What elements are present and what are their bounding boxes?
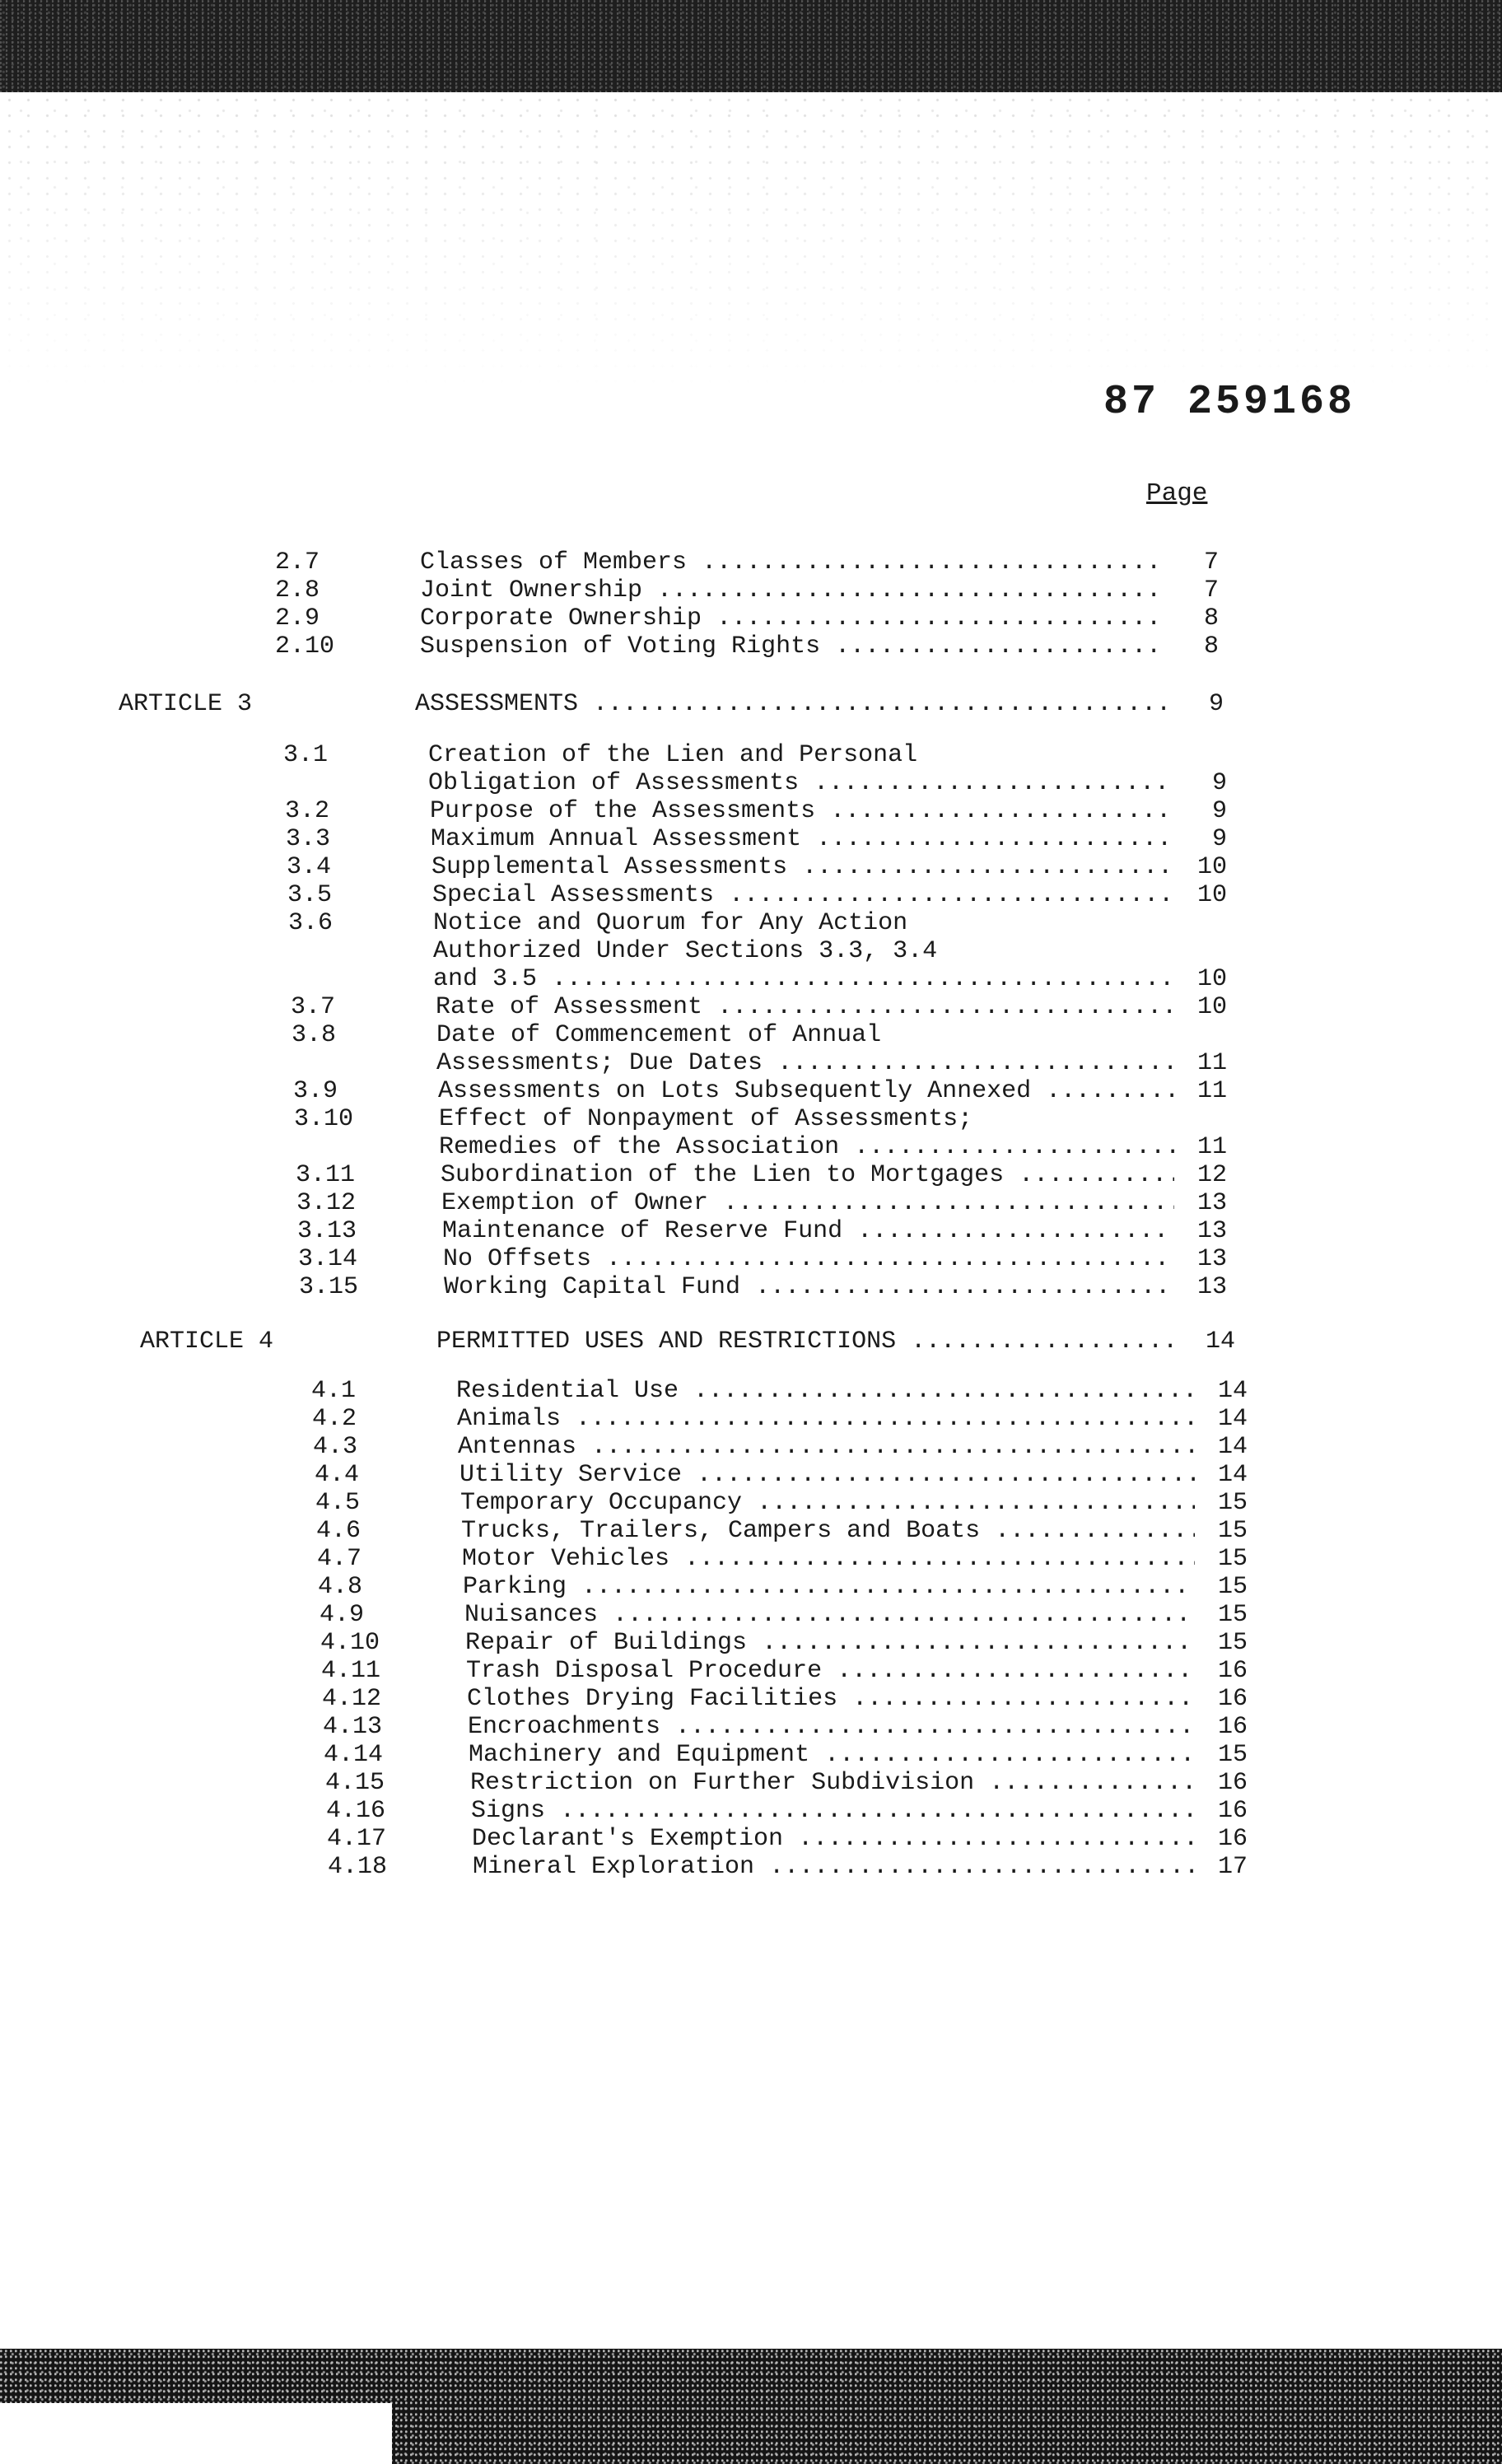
section-title: Parking ..... — [463, 1573, 1195, 1601]
toc-entry — [328, 1853, 1248, 1881]
scan-speckle — [0, 92, 1502, 389]
section-number: 3.15 — [299, 1273, 359, 1301]
article-page: 9 — [1208, 690, 1224, 718]
section-title: Machinery and Equipment ..... — [469, 1741, 1195, 1769]
section-title: Restriction on Further Subdivision ..... — [470, 1769, 1195, 1797]
section-title: Animals ..... — [457, 1405, 1195, 1433]
article-heading — [415, 690, 1224, 718]
section-number: 4.2 — [312, 1405, 357, 1433]
toc-entry — [296, 1161, 1227, 1189]
toc-entry-continuation — [436, 1049, 1227, 1077]
section-title-continued: Assessments; Due Dates ..... — [436, 1049, 1174, 1077]
section-title: Maximum Annual Assessment ..... — [431, 825, 1174, 853]
section-number: 4.4 — [315, 1461, 360, 1489]
toc-entry-continuation — [439, 1133, 1227, 1161]
toc-entry — [297, 1217, 1227, 1245]
toc-entry — [325, 1769, 1248, 1797]
section-title: Special Assessments ..... — [432, 881, 1174, 909]
section-page: 15 — [1217, 1573, 1248, 1601]
section-page: 16 — [1217, 1657, 1248, 1685]
section-title: Antennas ..... — [458, 1433, 1195, 1461]
section-number: 4.12 — [322, 1685, 382, 1713]
section-title: Assessments on Lots Subsequently Annexed ..... — [438, 1077, 1174, 1105]
section-page: 8 — [1203, 632, 1219, 660]
section-title: Joint Ownership ..... — [420, 576, 1166, 604]
section-page: 16 — [1217, 1713, 1248, 1741]
section-page: 9 — [1211, 825, 1227, 853]
section-title: Rate of Assessment ..... — [436, 993, 1174, 1021]
section-number: 3.11 — [296, 1161, 356, 1189]
section-page: 7 — [1203, 548, 1219, 576]
section-title: Temporary Occupancy ..... — [460, 1489, 1195, 1517]
section-number: 4.13 — [323, 1713, 383, 1741]
section-number: 3.9 — [293, 1077, 338, 1105]
section-title: Exemption of Owner ..... — [441, 1189, 1174, 1217]
section-title: Classes of Members ..... — [420, 548, 1166, 576]
toc-entry — [327, 1825, 1248, 1853]
toc-entry — [320, 1601, 1248, 1629]
section-page: 15 — [1217, 1489, 1248, 1517]
section-number: 3.2 — [285, 797, 330, 825]
toc-entry — [286, 825, 1227, 853]
toc-entry — [283, 741, 1227, 769]
toc-entry — [288, 909, 1227, 937]
section-number: 3.4 — [287, 853, 332, 881]
section-page: 14 — [1217, 1377, 1248, 1405]
section-number: 3.10 — [294, 1105, 354, 1133]
section-title: Encroachments ..... — [468, 1713, 1195, 1741]
section-title: Motor Vehicles ..... — [462, 1545, 1195, 1573]
toc-entry — [317, 1545, 1248, 1573]
section-page: 10 — [1196, 881, 1227, 909]
toc-entry — [275, 576, 1219, 604]
toc-entry — [316, 1517, 1248, 1545]
section-title: Repair of Buildings ..... — [465, 1629, 1195, 1657]
article-label: ARTICLE 3 — [119, 690, 253, 718]
toc-entry — [275, 604, 1219, 632]
section-title: Corporate Ownership ..... — [420, 604, 1166, 632]
toc-entry-continuation — [428, 769, 1227, 797]
section-number: 2.10 — [275, 632, 335, 660]
scan-white-tab — [0, 2403, 392, 2464]
toc-entry — [287, 881, 1227, 909]
toc-entry — [298, 1245, 1227, 1273]
toc-entry — [285, 797, 1227, 825]
scan-border-top — [0, 0, 1502, 92]
section-number: 3.5 — [287, 881, 333, 909]
toc-entry — [322, 1685, 1248, 1713]
section-number: 4.11 — [321, 1657, 381, 1685]
section-page: 9 — [1211, 797, 1227, 825]
section-title-continued: Authorized Under Sections 3.3, 3.4 — [433, 937, 938, 965]
section-number: 4.3 — [313, 1433, 358, 1461]
toc-entry — [294, 1105, 1227, 1133]
section-title: Suspension of Voting Rights ..... — [420, 632, 1166, 660]
toc-entry — [315, 1461, 1248, 1489]
toc-entry-continuation — [433, 965, 1227, 993]
section-number: 3.13 — [297, 1217, 357, 1245]
section-title: Trucks, Trailers, Campers and Boats ..... — [461, 1517, 1195, 1545]
section-page: 13 — [1196, 1273, 1227, 1301]
section-number: 4.8 — [318, 1573, 363, 1601]
document-number: 87 259168 — [1103, 379, 1356, 426]
section-page: 7 — [1203, 576, 1219, 604]
section-page: 11 — [1196, 1133, 1227, 1161]
section-number: 2.8 — [275, 576, 320, 604]
section-page: 15 — [1217, 1629, 1248, 1657]
section-page: 9 — [1211, 769, 1227, 797]
section-page: 13 — [1196, 1217, 1227, 1245]
section-number: 4.9 — [320, 1601, 365, 1629]
section-title: Mineral Exploration ..... — [473, 1853, 1195, 1881]
section-page: 13 — [1196, 1189, 1227, 1217]
section-page: 14 — [1217, 1405, 1248, 1433]
section-page: 14 — [1217, 1433, 1248, 1461]
section-number: 4.16 — [326, 1797, 386, 1825]
section-number: 4.15 — [325, 1769, 385, 1797]
section-page: 16 — [1217, 1685, 1248, 1713]
section-number: 3.3 — [286, 825, 331, 853]
article-title: ASSESSMENTS ..... — [415, 690, 1171, 718]
article-heading — [436, 1328, 1235, 1356]
section-number: 4.10 — [320, 1629, 380, 1657]
toc-entry — [321, 1657, 1248, 1685]
toc-entry — [292, 1021, 1227, 1049]
section-page: 10 — [1196, 965, 1227, 993]
section-number: 4.1 — [311, 1377, 357, 1405]
section-title: Notice and Quorum for Any Action — [433, 909, 908, 937]
toc-entry — [299, 1273, 1227, 1301]
section-page: 15 — [1217, 1545, 1248, 1573]
section-title: Effect of Nonpayment of Assessments; — [439, 1105, 973, 1133]
toc-entry — [320, 1629, 1248, 1657]
section-title: Subordination of the Lien to Mortgages ..... — [441, 1161, 1174, 1189]
section-title: No Offsets ..... — [443, 1245, 1174, 1273]
toc-entry — [313, 1433, 1248, 1461]
section-title-continued: and 3.5 ..... — [433, 965, 1174, 993]
section-title: Maintenance of Reserve Fund ..... — [442, 1217, 1174, 1245]
toc-entry — [312, 1405, 1248, 1433]
section-page: 13 — [1196, 1245, 1227, 1273]
section-page: 15 — [1217, 1601, 1248, 1629]
section-title: Purpose of the Assessments ..... — [430, 797, 1174, 825]
toc-entry — [296, 1189, 1227, 1217]
section-title: Residential Use ..... — [456, 1377, 1195, 1405]
section-number: 3.6 — [288, 909, 334, 937]
article-label: ARTICLE 4 — [140, 1328, 274, 1356]
section-page: 16 — [1217, 1769, 1248, 1797]
section-number: 2.9 — [275, 604, 320, 632]
article-page: 14 — [1205, 1328, 1235, 1356]
section-title: Nuisances ..... — [464, 1601, 1195, 1629]
section-page: 16 — [1217, 1797, 1248, 1825]
section-title: Utility Service ..... — [459, 1461, 1195, 1489]
section-number: 4.5 — [315, 1489, 361, 1517]
section-number: 2.7 — [275, 548, 320, 576]
toc-entry — [275, 548, 1219, 576]
section-number: 3.7 — [291, 993, 336, 1021]
section-number: 4.14 — [324, 1741, 384, 1769]
toc-entry — [287, 853, 1227, 881]
page-column-heading: Page — [1146, 479, 1208, 508]
section-title: Clothes Drying Facilities ..... — [467, 1685, 1195, 1713]
section-title: Signs ..... — [471, 1797, 1195, 1825]
section-title: Trash Disposal Procedure ..... — [466, 1657, 1195, 1685]
article-title: PERMITTED USES AND RESTRICTIONS ..... — [436, 1328, 1182, 1356]
toc-entry — [293, 1077, 1227, 1105]
section-title: Date of Commencement of Annual — [436, 1021, 882, 1049]
section-number: 3.1 — [283, 741, 329, 769]
section-page: 11 — [1196, 1049, 1227, 1077]
section-page: 14 — [1217, 1461, 1248, 1489]
section-number: 4.18 — [328, 1853, 388, 1881]
section-title: Working Capital Fund ..... — [444, 1273, 1174, 1301]
section-number: 4.7 — [317, 1545, 362, 1573]
section-page: 15 — [1217, 1741, 1248, 1769]
section-page: 17 — [1217, 1853, 1248, 1881]
section-page: 12 — [1196, 1161, 1227, 1189]
section-page: 11 — [1196, 1077, 1227, 1105]
toc-entry — [326, 1797, 1248, 1825]
toc-entry — [315, 1489, 1248, 1517]
section-title: Creation of the Lien and Personal — [428, 741, 918, 769]
section-number: 4.17 — [327, 1825, 387, 1853]
toc-entry — [324, 1741, 1248, 1769]
section-page: 10 — [1196, 993, 1227, 1021]
section-number: 4.6 — [316, 1517, 362, 1545]
section-title-continued: Remedies of the Association ..... — [439, 1133, 1174, 1161]
toc-entry — [311, 1377, 1248, 1405]
section-title-continued: Obligation of Assessments ..... — [428, 769, 1174, 797]
section-page: 15 — [1217, 1517, 1248, 1545]
section-number: 3.14 — [298, 1245, 358, 1273]
section-number: 3.12 — [296, 1189, 357, 1217]
toc-entry — [275, 632, 1219, 660]
section-page: 16 — [1217, 1825, 1248, 1853]
toc-entry — [323, 1713, 1248, 1741]
toc-entry — [318, 1573, 1248, 1601]
section-title: Declarant's Exemption ..... — [472, 1825, 1195, 1853]
section-title: Supplemental Assessments ..... — [431, 853, 1174, 881]
toc-entry — [291, 993, 1227, 1021]
section-page: 10 — [1196, 853, 1227, 881]
section-page: 8 — [1203, 604, 1219, 632]
section-number: 3.8 — [292, 1021, 337, 1049]
